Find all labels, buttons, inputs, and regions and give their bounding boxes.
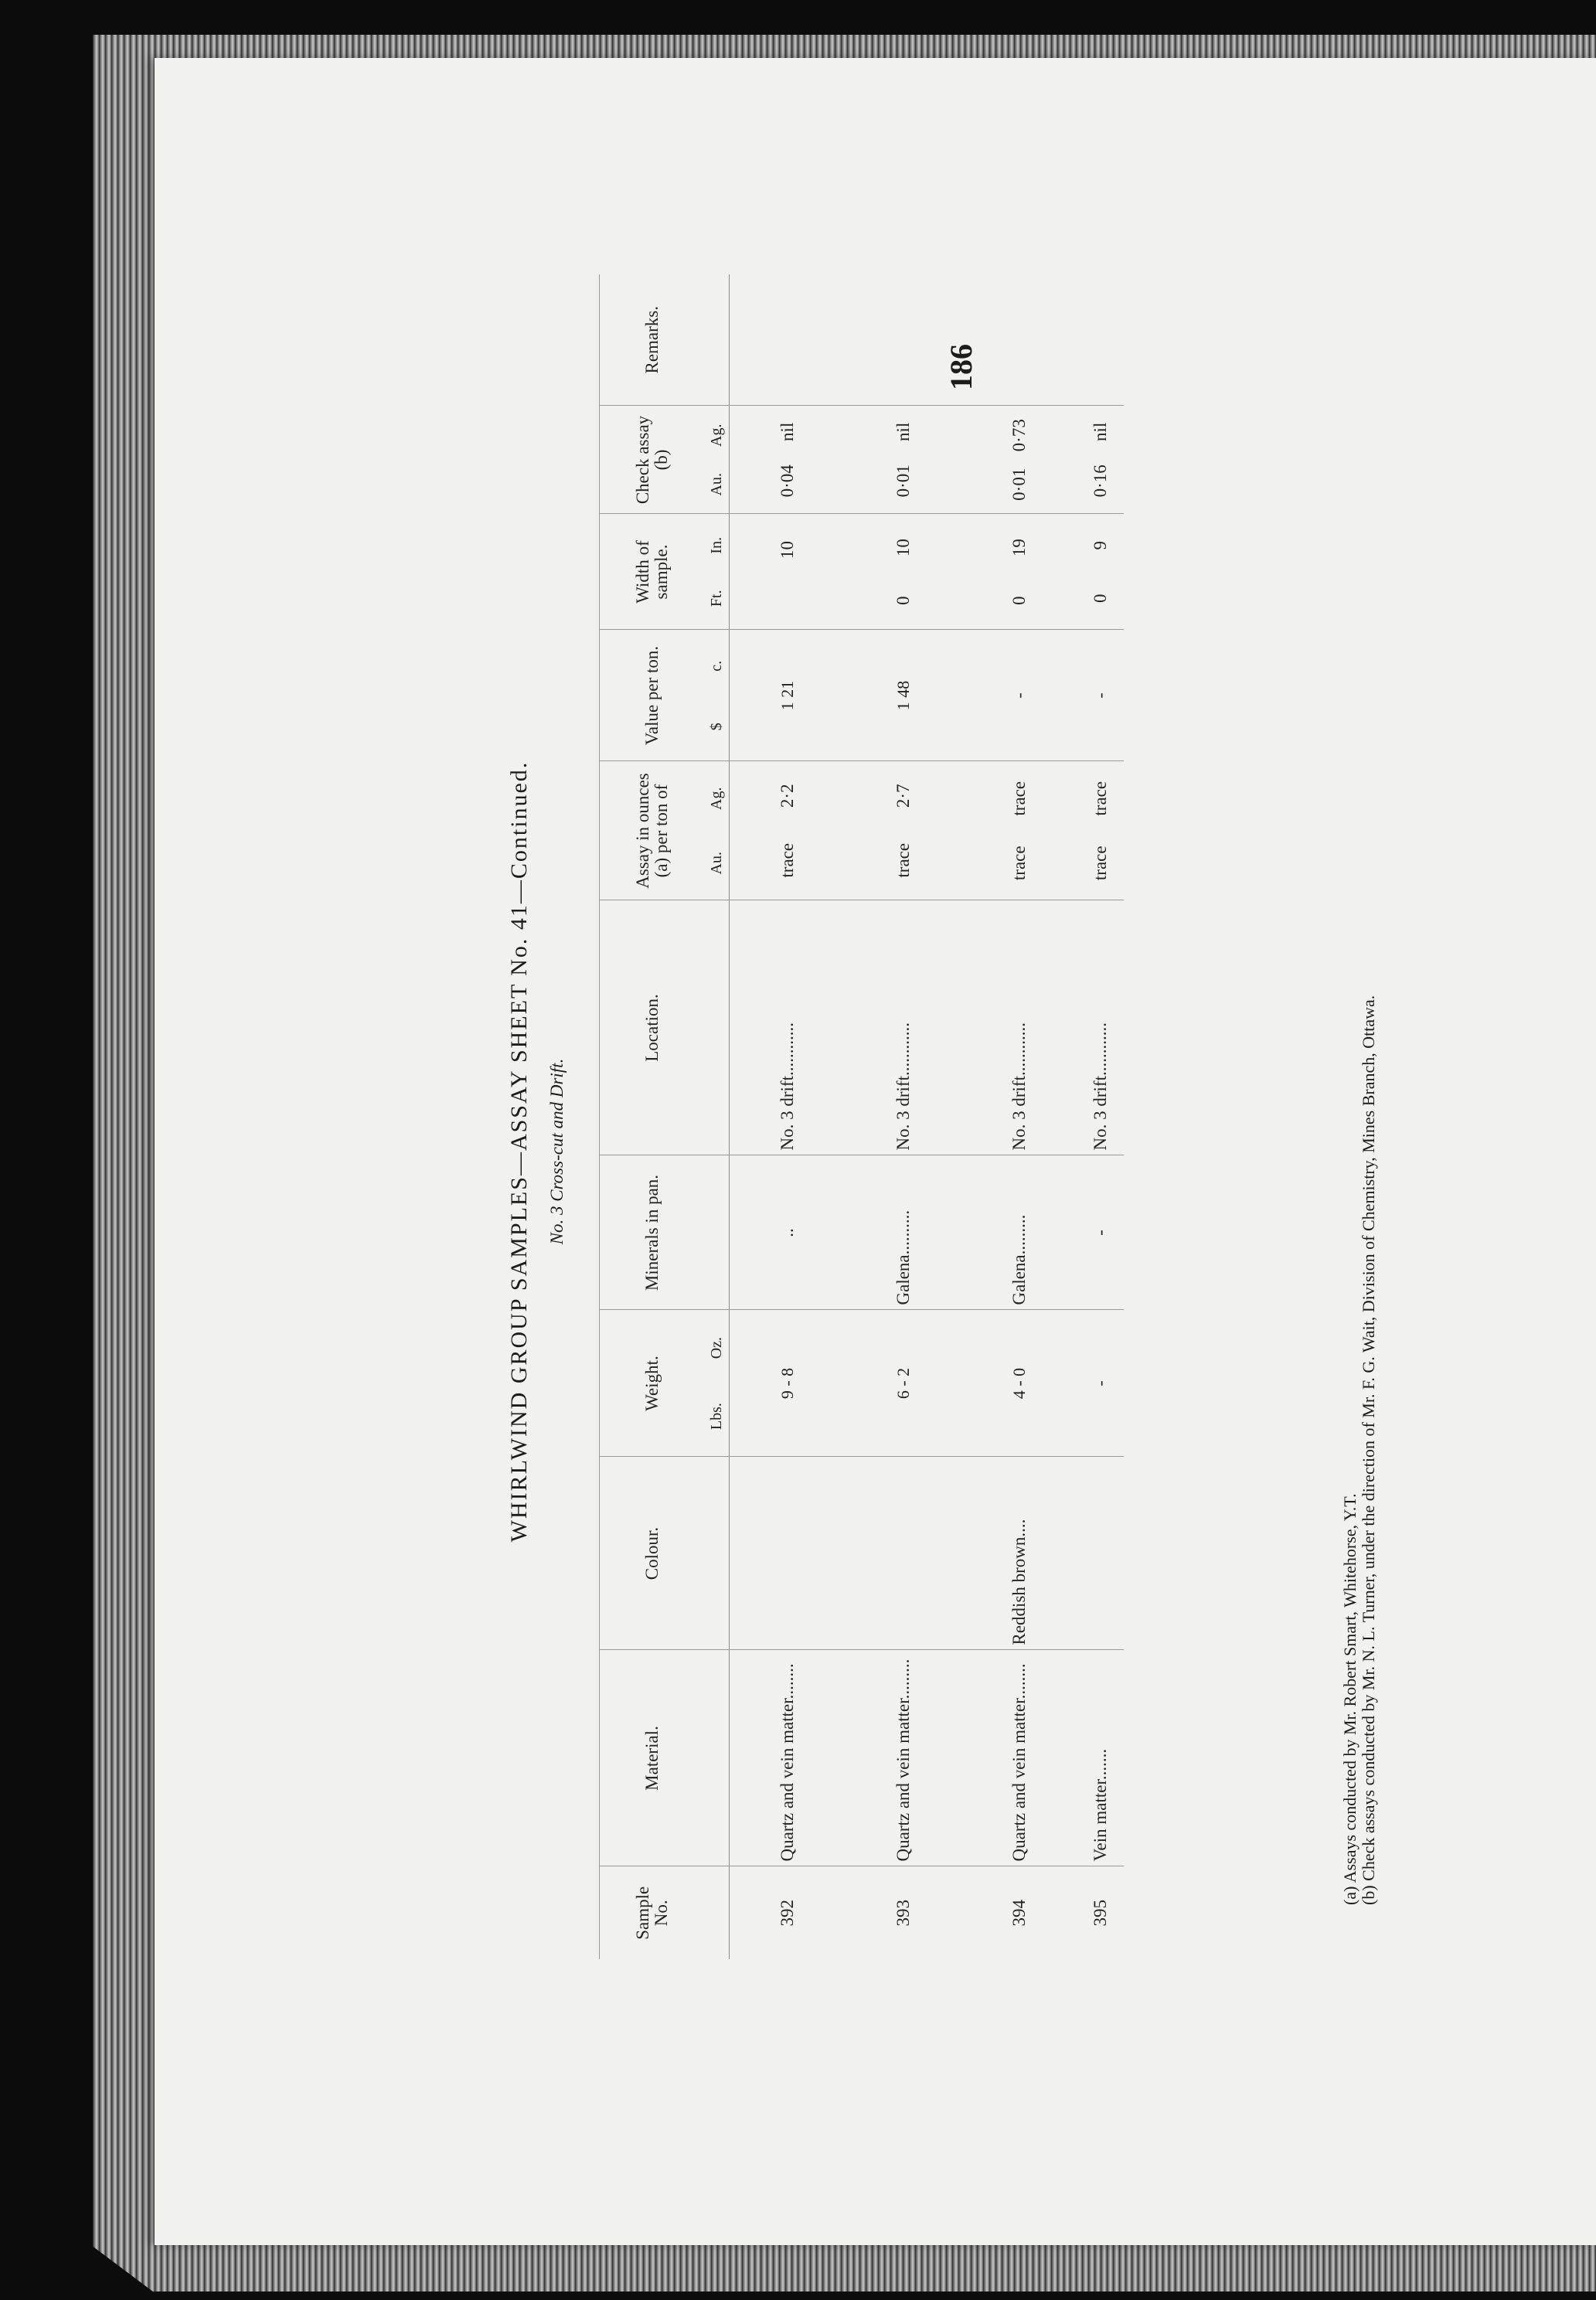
cell-material: Quartz and vein matter........ [730, 1650, 846, 1866]
cell-check-au: 0·01 [893, 464, 913, 498]
cell-width-in: 19 [1009, 539, 1029, 557]
cell-width-ft: 0 [1009, 596, 1029, 605]
subheader-empty [704, 1650, 730, 1866]
cell-colour [846, 1457, 961, 1650]
cell-assay-au: trace [777, 842, 797, 878]
cell-location: No. 3 drift............ [1077, 900, 1124, 1155]
cell-width [1077, 514, 1124, 630]
subheader-assay-au: Au. [707, 852, 725, 875]
cell-check-ag: nil [777, 422, 797, 441]
book-page [155, 58, 1596, 2245]
subheader-empty [704, 274, 730, 406]
cell-value: 1 48 [846, 630, 961, 761]
cell-minerals: - [1077, 1155, 1124, 1310]
cell-colour [1077, 1457, 1124, 1650]
cell-remarks [961, 274, 1077, 406]
cell-assay [846, 761, 961, 900]
table-row [730, 274, 846, 1959]
cell-check-ag: nil [1090, 422, 1110, 441]
header-remarks: Remarks. [600, 274, 705, 406]
header-check: Check assay (b) [600, 406, 705, 514]
header-assay: Assay in ounces (a) per ton of [600, 761, 705, 900]
cell-assay-au: trace [1009, 845, 1029, 881]
cell-sample-no: 395 [1090, 1900, 1110, 1927]
cell-width-in: 9 [1090, 541, 1110, 550]
subheader-in: In. [707, 536, 725, 554]
cell-minerals: Galena......... [961, 1155, 1077, 1310]
table-subheader-row [704, 274, 730, 1959]
subheader-empty [704, 1866, 730, 1959]
header-sample-no: Sample No. [632, 1886, 671, 1940]
cell-remarks [846, 274, 961, 406]
cell-location: No. 3 drift............ [961, 900, 1077, 1155]
cell-width [730, 514, 846, 630]
subheader-check-ag: Ag. [707, 424, 725, 447]
cell-check [1077, 406, 1124, 514]
table-header-row [600, 274, 705, 1959]
subheader-width [704, 514, 730, 630]
cell-assay-au: trace [893, 842, 913, 878]
cell-assay-ag: 2·7 [893, 784, 913, 808]
cell-material: Quartz and vein matter........ [961, 1650, 1077, 1866]
cell-width-in: 10 [893, 539, 913, 557]
cell-check [961, 406, 1077, 514]
rotated-page-content [155, 58, 1596, 2245]
cell-width-in: 10 [777, 541, 797, 559]
cell-value: 1 21 [730, 630, 846, 761]
cell-check-au: 0·01 [1009, 468, 1029, 501]
header-colour: Colour. [600, 1457, 705, 1650]
cell-sample-no: 392 [777, 1900, 797, 1927]
cell-colour [730, 1457, 846, 1650]
cell-value: - [961, 630, 1077, 761]
header-material: Material. [600, 1650, 705, 1866]
cell-minerals: Galena.......... [846, 1155, 961, 1310]
subheader-dollars: $ [707, 723, 725, 731]
subheader-value [704, 630, 730, 761]
cell-assay [961, 761, 1077, 900]
subheader-weight [704, 1310, 730, 1457]
cell-weight: 9 - 8 [730, 1310, 846, 1457]
cell-material: Vein matter....... [1077, 1650, 1124, 1866]
header-location: Location. [600, 900, 705, 1155]
cell-minerals: .. [730, 1155, 846, 1310]
cell-assay [730, 761, 846, 900]
footnotes [1341, 995, 1378, 1905]
page-number: 186 [944, 344, 978, 390]
cell-location: No. 3 drift............ [730, 900, 846, 1155]
footnote-a: (a) Assays conducted by Mr. Robert Smart, Whitehorse, Y.T. [1340, 1493, 1359, 1905]
cell-sample-no: 394 [1009, 1900, 1029, 1927]
cell-check [846, 406, 961, 514]
cell-check-au: 0·04 [777, 464, 797, 498]
subheader-ft: Ft. [707, 590, 725, 607]
cell-weight: - [1077, 1310, 1124, 1457]
header-value: Value per ton. [600, 630, 705, 761]
cell-width-ft: 0 [893, 596, 913, 605]
subheader-empty [704, 900, 730, 1155]
subheader-empty [704, 1155, 730, 1310]
page-title: WHIRLWIND GROUP SAMPLES—ASSAY SHEET No. 41—Continued. [506, 760, 532, 1543]
subheader-check [704, 406, 730, 514]
cell-colour: Reddish brown.... [961, 1457, 1077, 1650]
header-weight: Weight. [600, 1310, 705, 1457]
cell-width-ft: 0 [1090, 594, 1110, 603]
header-width: Width of sample. [600, 514, 705, 630]
cell-weight: 4 - 0 [961, 1310, 1077, 1457]
cell-assay-ag: trace [1090, 781, 1110, 816]
cell-width [846, 514, 961, 630]
subheader-assay-ag: Ag. [707, 787, 725, 810]
table-row [961, 274, 1077, 1959]
cell-check-ag: 0·73 [1009, 419, 1029, 452]
cell-width [961, 514, 1077, 630]
subheader-assay [704, 761, 730, 900]
footnote-b: (b) Check assays conducted by Mr. N. L. Turner, under the direction of Mr. F. G. Wait, Division of Chemistry, Mines Branch, Ottawa. [1359, 995, 1378, 1905]
cell-check-ag: nil [893, 422, 913, 441]
cell-remarks [1077, 274, 1124, 406]
cell-material: Quartz and vein matter......... [846, 1650, 961, 1866]
cell-assay-ag: trace [1009, 781, 1029, 816]
cell-weight: 6 - 2 [846, 1310, 961, 1457]
cell-value: - [1077, 630, 1124, 761]
subheader-oz: Oz. [707, 1336, 725, 1359]
cell-assay [1077, 761, 1124, 900]
cell-location: No. 3 drift............ [846, 900, 961, 1155]
cell-check [730, 406, 846, 514]
subheader-empty [704, 1457, 730, 1650]
cell-sample-no: 393 [893, 1900, 913, 1927]
subheader-check-au: Au. [707, 473, 725, 496]
cell-assay-ag: 2·2 [777, 784, 797, 808]
table-row [1077, 274, 1124, 1959]
cell-assay-au: trace [1090, 845, 1110, 881]
subheader-lbs: Lbs. [707, 1403, 725, 1431]
header-minerals: Minerals in pan. [600, 1155, 705, 1310]
cell-remarks [730, 274, 846, 406]
table-row [846, 274, 961, 1959]
page-subtitle: No. 3 Cross-cut and Drift. [547, 1058, 567, 1245]
subheader-cents: c. [707, 660, 725, 672]
assay-table [599, 274, 1124, 1959]
cell-check-au: 0·16 [1090, 464, 1110, 498]
